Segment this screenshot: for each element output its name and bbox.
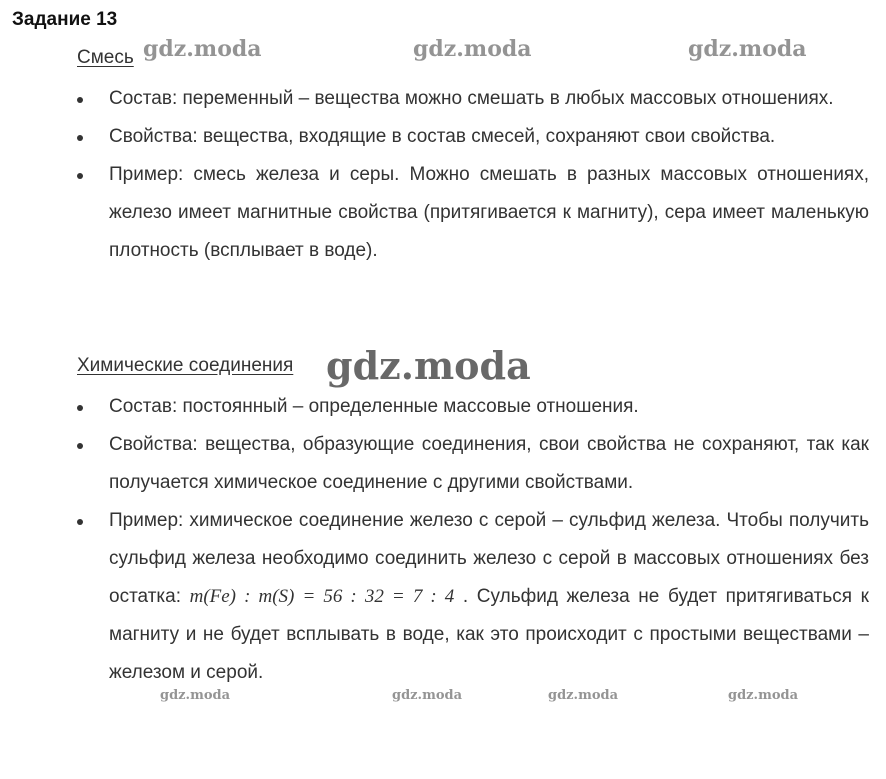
bullet-icon: [77, 173, 83, 179]
compounds-list: [77, 388, 869, 692]
watermark: gdz.moda: [548, 688, 619, 703]
watermark: gdz.moda: [143, 36, 262, 62]
watermark: gdz.moda: [160, 688, 231, 703]
compounds-heading: Химические соединения: [77, 355, 294, 376]
mixture-heading: Смесь: [77, 47, 134, 68]
bullet-icon: [77, 443, 83, 449]
list-item: Свойства: вещества, входящие в состав смесей, сохраняют свои свойства.: [77, 118, 869, 156]
watermark: gdz.moda: [413, 36, 532, 62]
bullet-icon: [77, 135, 83, 141]
task-title: Задание 13: [12, 9, 118, 30]
mass-ratio-formula: m(Fe) : m(S) = 56 : 32 = 7 : 4: [189, 586, 455, 607]
mixture-list: [77, 80, 869, 270]
list-item: Свойства: вещества, образующие соединения, свои свойства не сохраняют, так как получается химическое соединение с другими свойствами.: [77, 426, 869, 502]
bullet-icon: [77, 519, 83, 525]
watermark: gdz.moda: [326, 343, 531, 388]
bullet-icon: [77, 405, 83, 411]
list-item: Пример: смесь железа и серы. Можно смешать в разных массовых отношениях, железо имеет магнитные свойства (притягивается к магниту), сера имеет маленькую плотность (всплывает в воде).: [77, 156, 869, 270]
list-item: Пример: химическое соединение железо с серой – сульфид железа. Чтобы получить сульфид железа необходимо соединить железо с серой в массовых отношениях без остатка: m(Fe) : m(S) = 56 : 32 = 7 : 4 . Сульфид железа не будет притягиваться к магниту и не будет всплывать в воде, как это происходит с простыми веществами – железом и серой.: [77, 502, 869, 692]
list-item: Состав: переменный – вещества можно смешать в любых массовых отношениях.: [77, 80, 869, 118]
watermark: gdz.moda: [728, 688, 799, 703]
watermark: gdz.moda: [688, 36, 807, 62]
bullet-icon: [77, 97, 83, 103]
list-item: Состав: постоянный – определенные массовые отношения.: [77, 388, 869, 426]
watermark: gdz.moda: [392, 688, 463, 703]
